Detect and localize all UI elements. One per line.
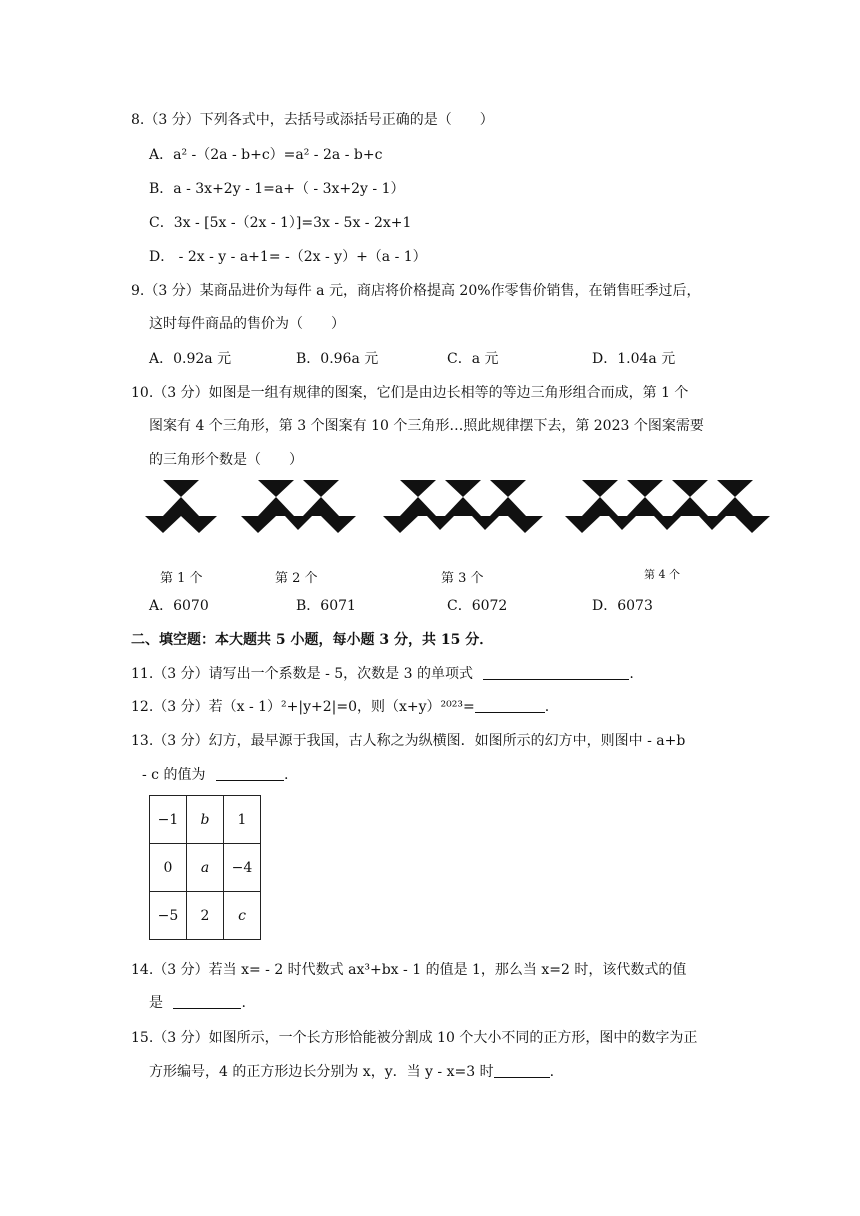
magic-square [149, 795, 261, 940]
magic-cell: −5 [150, 892, 187, 940]
answer-blank-15[interactable] [494, 1063, 550, 1078]
answer-blank-11[interactable] [483, 665, 629, 680]
magic-cell: 2 [187, 892, 224, 940]
question-10-line-1: 10.（3 分）如图是一组有规律的图案，它们是由边长相等的等边三角形组合而成，第 1 个 [131, 385, 689, 401]
question-11-text: 11.（3 分）请写出一个系数是 - 5，次数是 3 的单项式 [131, 666, 473, 682]
question-13-line-2: - c 的值为 . [142, 767, 289, 783]
question-15-line-1: 15.（3 分）如图所示，一个长方形恰能被分割成 10 个大小不同的正方形，图中的数字为正 [131, 1030, 698, 1046]
question-10-option-a: A．6070 [149, 598, 209, 614]
magic-cell: c [224, 892, 261, 940]
question-10-line-2: 图案有 4 个三角形，第 3 个图案有 10 个三角形…照此规律摆下去，第 2023 个图案需要 [149, 418, 704, 434]
magic-cell: −1 [150, 796, 187, 844]
question-10-option-b: B．6071 [296, 598, 356, 614]
answer-blank-14[interactable] [173, 994, 241, 1009]
pattern-1-caption: 第 1 个 [160, 571, 203, 586]
question-14-text: 是 [149, 995, 163, 1011]
question-9-line-1: 9.（3 分）某商品进价为每件 a 元，商店将价格提高 20%作零售价销售，在销售旺季过后， [131, 283, 701, 299]
triangle-pattern-figure [0, 478, 860, 540]
pattern-2-caption: 第 2 个 [275, 571, 318, 586]
question-8-option-d: D． - 2x - y - a+1= -（2x - y）+（a - 1） [149, 249, 427, 265]
pattern-4-caption: 第 4 个 [644, 568, 680, 581]
question-8-option-a: A．a² -（2a - b+c）=a² - 2a - b+c [149, 147, 383, 163]
question-9-option-d: D．1.04a 元 [592, 351, 676, 367]
question-9-option-b: B．0.96a 元 [296, 351, 379, 367]
magic-cell: a [187, 844, 224, 892]
pattern-3-caption: 第 3 个 [441, 571, 484, 586]
question-8-option-c: C．3x - [5x -（2x - 1）]=3x - 5x - 2x+1 [149, 215, 412, 231]
question-9-line-2: 这时每件商品的售价为（ ） [149, 316, 345, 332]
magic-cell: 1 [224, 796, 261, 844]
pattern-1 [145, 480, 217, 533]
pattern-2 [241, 480, 356, 533]
question-12-text: 12.（3 分）若（x - 1）²+|y+2|=0，则（x+y）²⁰²³= [131, 699, 475, 715]
question-14-line-2: 是 . [149, 995, 246, 1011]
answer-blank-12[interactable] [475, 698, 545, 713]
pattern-3 [383, 480, 543, 533]
question-8-stem: 8.（3 分）下列各式中，去括号或添括号正确的是（ ） [131, 112, 494, 128]
question-13-line-1: 13.（3 分）幻方，最早源于我国，古人称之为纵横图．如图所示的幻方中，则图中 - a+b [131, 733, 686, 749]
magic-cell: b [187, 796, 224, 844]
section-2-heading: 二、填空题：本大题共 5 小题，每小题 3 分，共 15 分． [131, 632, 494, 648]
question-10-line-3: 的三角形个数是（ ） [149, 452, 303, 468]
question-13-text: - c 的值为 [142, 767, 206, 783]
question-10-option-c: C．6072 [447, 598, 508, 614]
pattern-4 [565, 480, 770, 533]
question-14-line-1: 14.（3 分）若当 x= - 2 时代数式 ax³+bx - 1 的值是 1，那么当 x=2 时，该代数式的值 [131, 962, 687, 978]
question-9-option-a: A．0.92a 元 [149, 351, 232, 367]
question-12: 12.（3 分）若（x - 1）²+|y+2|=0，则（x+y）²⁰²³= . [131, 699, 550, 715]
question-9-option-c: C．a 元 [447, 351, 499, 367]
magic-cell: −4 [224, 844, 261, 892]
question-8-option-b: B．a - 3x+2y - 1=a+（ - 3x+2y - 1） [149, 181, 405, 197]
question-11: 11.（3 分）请写出一个系数是 - 5，次数是 3 的单项式 . [131, 666, 634, 682]
answer-blank-13[interactable] [216, 766, 284, 781]
question-15-text: 方形编号，4 的正方形边长分别为 x，y．当 y - x=3 时 [149, 1064, 494, 1080]
question-10-option-d: D．6073 [592, 598, 653, 614]
question-15-line-2: 方形编号，4 的正方形边长分别为 x，y．当 y - x=3 时 . [149, 1064, 555, 1080]
magic-cell: 0 [150, 844, 187, 892]
